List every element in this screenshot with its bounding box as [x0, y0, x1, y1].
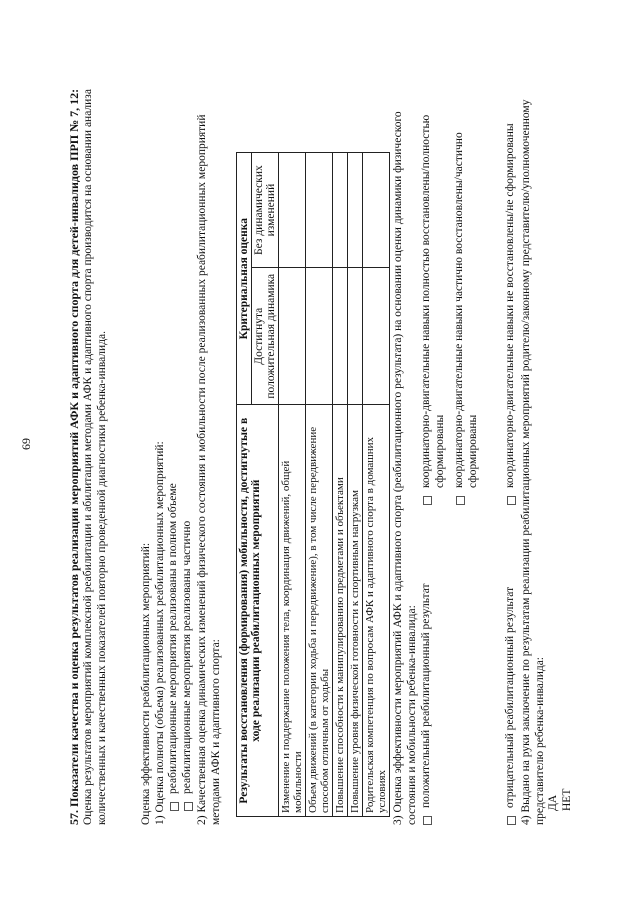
checkbox-negative[interactable]: [507, 816, 516, 825]
cell-b[interactable]: [279, 153, 306, 268]
section-heading: 57. Показатели качества и оценка результатов реализации мероприятий АФК и адаптивного спорта для детей-инвалидов ПРП № 7, 12:: [67, 88, 81, 825]
answer-yes[interactable]: ДА: [547, 794, 559, 811]
negative-result-label: отрицательный реабилитационный результат: [504, 586, 516, 808]
checkbox-skills-none[interactable]: [507, 496, 516, 505]
option-full-label: реабилитационные мероприятия реализованы в полном объеме: [167, 483, 179, 794]
option-partial: [181, 75, 195, 811]
option-full: [167, 75, 181, 811]
question-2: 2) Качественная оценка динамических изменений физического состояния и мобильности после реализованных реабилитационных мероприятий методами АФК и адаптивного спорта:: [196, 114, 222, 825]
question-1: 1) Оценка полноты (объема) реализованных реабилитационных мероприятий:: [153, 441, 166, 825]
positive-result: [420, 505, 434, 825]
cell-b[interactable]: [306, 153, 333, 268]
row-label: Изменение и поддержание положения тела, координация движений, общей мобильности: [279, 405, 306, 817]
results-block: [420, 65, 524, 825]
checkbox-partial[interactable]: [184, 802, 193, 811]
table-row: [279, 153, 306, 817]
positive-option-partial: [453, 85, 480, 505]
question-3: 3) Оценка эффективности мероприятий АФК и адаптивного спорта (реабилитационного результата) на основании оценки динамики физического состояния и мобильности ребенка-инвалида:: [392, 111, 418, 825]
criteria-table: [236, 152, 390, 817]
col-b-header: Без динамических изменений: [252, 153, 279, 268]
negative-result-row: [504, 65, 518, 825]
positive-result-label: положительный реабилитационный результат: [420, 583, 432, 808]
cell-b[interactable]: [363, 153, 390, 268]
table-row: [363, 153, 390, 817]
negative-option: [504, 85, 518, 505]
cell-a[interactable]: [363, 268, 390, 405]
cell-b[interactable]: [333, 153, 348, 268]
effectiveness-block: [140, 75, 194, 825]
checkbox-positive[interactable]: [423, 816, 432, 825]
skills-partial-label: координаторно-двигательные навыки частично восстановлены/частично сформированы: [453, 132, 479, 488]
option-partial-label: реабилитационные мероприятия реализованы частично: [180, 520, 193, 794]
question-4: [520, 75, 574, 825]
table-row: [306, 153, 333, 817]
table-row: [333, 153, 348, 817]
row-label: Родительская компетенция по вопросам АФК и адаптивного спорта в домашних условиях: [363, 405, 390, 817]
checkbox-skills-full[interactable]: [423, 496, 432, 505]
col-group-header: Критериальная оценка: [237, 153, 252, 405]
cell-a[interactable]: [333, 268, 348, 405]
checkbox-skills-partial[interactable]: [456, 496, 465, 505]
skills-full-label: координаторно-двигательные навыки полностью восстановлены/полностью сформированы: [420, 114, 446, 488]
row-label: Повышение уровня физической готовности к спортивным нагрузкам: [348, 405, 363, 817]
cell-a[interactable]: [306, 268, 333, 405]
cell-b[interactable]: [348, 153, 363, 268]
cell-a[interactable]: [279, 268, 306, 405]
col-main-header: Результаты восстановления (формирования) мобильности, достигнутые в ходе реализации реабилитационных мероприятий: [237, 405, 279, 817]
intro-paragraph: Оценка результатов мероприятий комплексной реабилитации и абилитации методами АФК и адаптивного спорта производится на основании анализа количественных и качественных показателей повторно проведенной диагностики ребенка-инвалида.: [82, 89, 108, 825]
cell-a[interactable]: [348, 268, 363, 405]
positive-result-row: [420, 65, 447, 825]
page-number: 69: [19, 438, 33, 450]
row-label: Объем движений (в категории ходьба и передвижение), в том числе передвижение способом отличным от ходьбы: [306, 405, 333, 817]
col-a-header: Достигнута положительная динамика: [252, 268, 279, 405]
table-row: [348, 153, 363, 817]
row-label: Повышение способности к манипулированию предметами и объектами: [333, 405, 348, 817]
checkbox-full[interactable]: [170, 802, 179, 811]
effectiveness-title: Оценка эффективности реабилитационных мероприятий:: [140, 542, 152, 825]
positive-option-full: [420, 85, 447, 505]
positive-partial-row: [453, 65, 480, 825]
question-4-text: 4) Выдано на руки заключение по результатам реализации реабилитационных мероприятий родителю/законному представителю/уполномоченному представителю ребенка-инвалида:: [520, 99, 546, 825]
answer-no[interactable]: НЕТ: [560, 788, 573, 811]
skills-none-label: координаторно-двигательные навыки не восстановлены/не сформированы: [504, 123, 516, 488]
negative-result: [504, 505, 518, 825]
